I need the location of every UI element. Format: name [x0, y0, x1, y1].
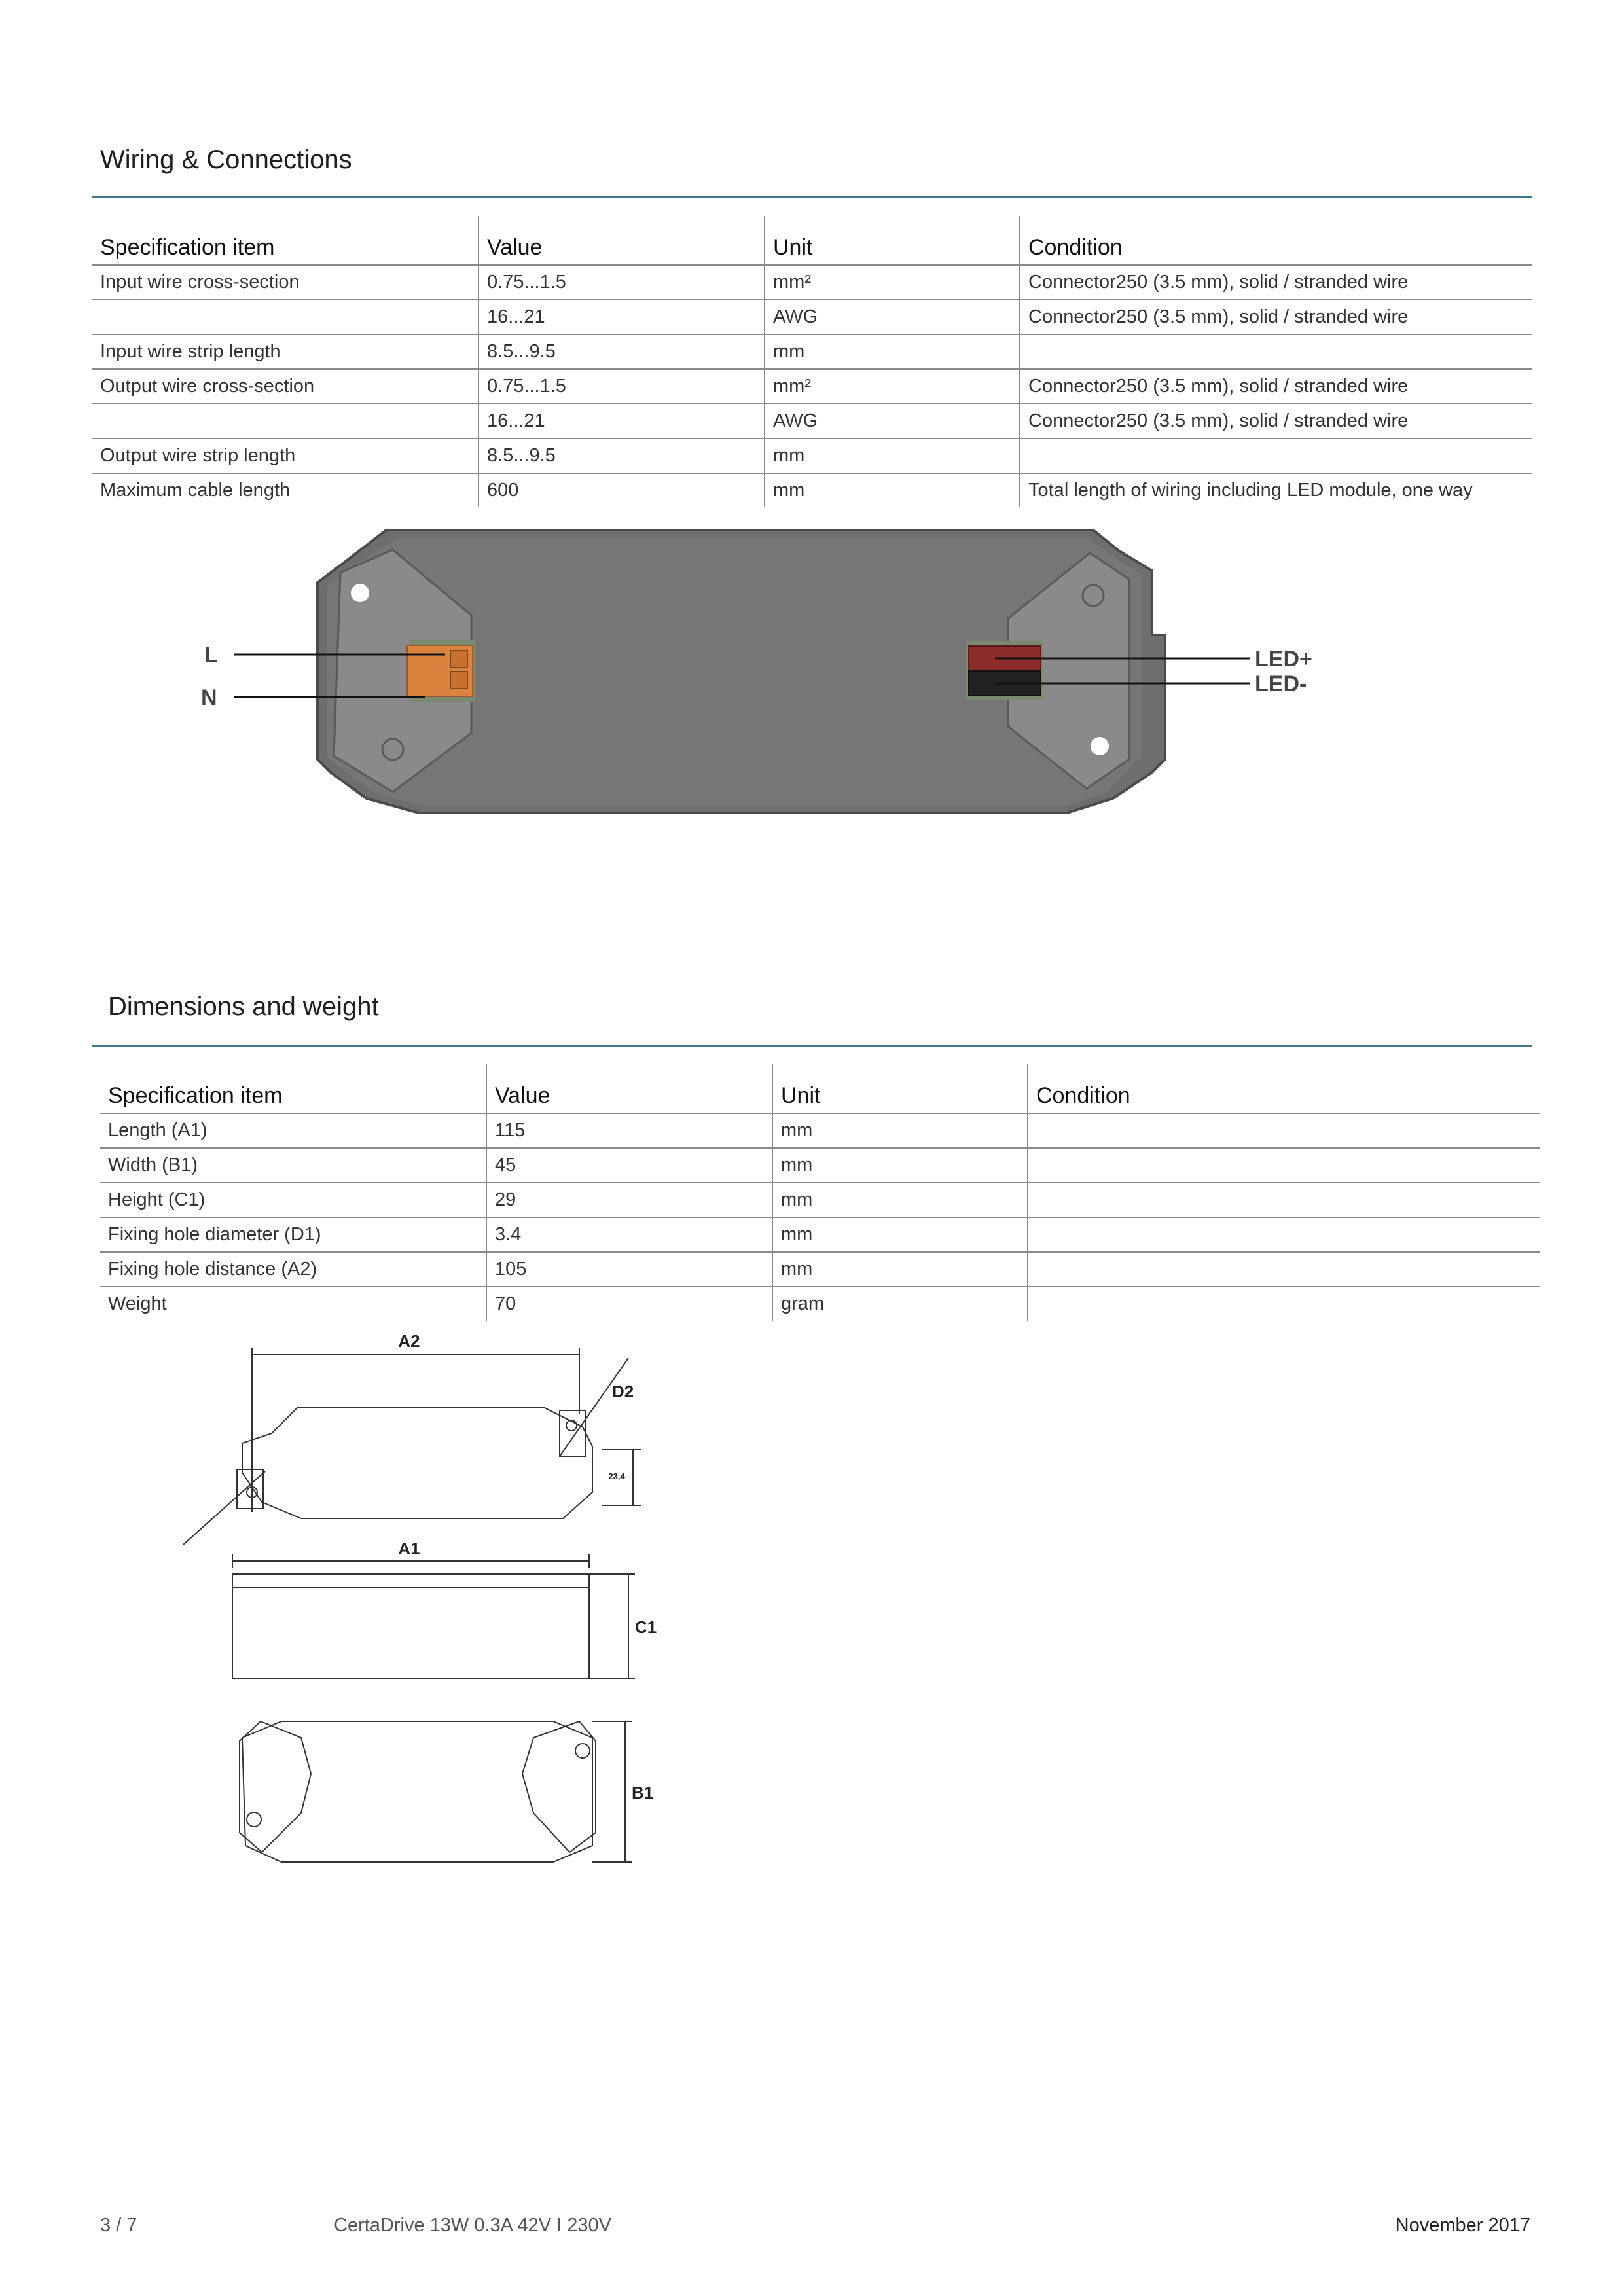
product-name: CertaDrive 13W 0.3A 42V I 230V	[334, 2215, 611, 2236]
table-cell	[1028, 1148, 1540, 1183]
table-cell: 115	[486, 1113, 772, 1148]
table-cell: 45	[486, 1148, 772, 1183]
table-cell: gram	[772, 1287, 1028, 1321]
table-row	[100, 1113, 1540, 1148]
table-cell: Total length of wiring including LED module, one way	[1020, 473, 1532, 507]
table-cell: Weight	[108, 1293, 167, 1314]
table-cell	[1020, 439, 1532, 473]
table-cell	[92, 300, 478, 334]
side-view-outline	[232, 1574, 589, 1679]
table-cell: Output wire cross-section	[92, 369, 478, 404]
fixing-hole-right	[1091, 737, 1109, 755]
column-header: Value	[478, 216, 765, 265]
label-c1: C1	[635, 1617, 657, 1637]
table-cell: Fixing hole distance (A2)	[100, 1252, 486, 1287]
label-led-plus: LED+	[1255, 647, 1312, 672]
table-cell: mm	[772, 1217, 1028, 1252]
table-row	[92, 473, 1532, 507]
label-l: L	[204, 643, 218, 668]
d2-leader	[560, 1358, 628, 1456]
table-cell: mm	[772, 1252, 1028, 1287]
section-title-wiring: Wiring & Connections	[100, 145, 352, 174]
dimension-drawing	[177, 1329, 687, 1892]
fixing-hole-left	[351, 584, 369, 602]
wiring-spec-table	[92, 216, 1532, 507]
table-cell	[1028, 1287, 1540, 1321]
table-cell: AWG	[765, 300, 1020, 334]
column-header: Condition	[1020, 216, 1532, 265]
table-cell: 0.75...1.5	[478, 265, 765, 300]
dimensions-spec-table	[100, 1064, 1540, 1321]
table-cell: mm	[765, 473, 1020, 507]
column-header: Unit	[765, 216, 1020, 265]
table-cell: 0.75...1.5	[478, 369, 765, 404]
label-led-minus: LED-	[1255, 672, 1307, 696]
table-cell: Connector250 (3.5 mm), solid / stranded wire	[1020, 369, 1532, 404]
table-cell: Connector250 (3.5 mm), solid / stranded wire	[1020, 265, 1532, 300]
table-row	[92, 265, 1532, 300]
column-header: Condition	[1028, 1064, 1540, 1113]
table-cell: Input wire cross-section	[92, 265, 478, 300]
table-cell: mm²	[765, 265, 1020, 300]
table-cell	[92, 404, 478, 439]
label-a2: A2	[398, 1331, 420, 1351]
bottom-view-outline	[242, 1721, 592, 1862]
table-cell: 3.4	[486, 1217, 772, 1252]
section-title-dimensions: Dimensions and weight	[108, 992, 379, 1021]
table-row	[92, 439, 1532, 473]
label-23-4: 23,4	[608, 1471, 625, 1481]
table-cell: 70	[486, 1287, 772, 1321]
table-cell	[1028, 1113, 1540, 1148]
top-view-outline	[242, 1407, 592, 1518]
table-cell: Maximum cable length	[100, 480, 291, 501]
section-divider	[92, 196, 1532, 198]
table-row	[92, 300, 1532, 334]
table-cell: mm	[765, 334, 1020, 369]
table-cell: Connector250 (3.5 mm), solid / stranded wire	[1020, 404, 1532, 439]
table-cell	[1028, 1252, 1540, 1287]
table-cell: 600	[478, 473, 765, 507]
table-cell: mm	[772, 1113, 1028, 1148]
table-cell: mm	[772, 1148, 1028, 1183]
table-header-row	[100, 1064, 1540, 1113]
table-cell: Connector250 (3.5 mm), solid / stranded wire	[1020, 300, 1532, 334]
table-cell: 16...21	[478, 404, 765, 439]
column-header: Unit	[772, 1064, 1028, 1113]
label-n: N	[201, 685, 217, 710]
page-number: 3 / 7	[100, 2215, 137, 2236]
table-cell	[1028, 1217, 1540, 1252]
publication-date: November 2017	[1395, 2215, 1530, 2236]
table-cell: Fixing hole diameter (D1)	[100, 1217, 486, 1252]
table-cell: 8.5...9.5	[478, 439, 765, 473]
column-header: Specification item	[92, 216, 478, 265]
table-cell: mm²	[765, 369, 1020, 404]
table-row	[100, 1183, 1540, 1217]
table-row	[100, 1148, 1540, 1183]
driver-wiring-diagram	[183, 511, 1375, 838]
table-cell: Width (B1)	[100, 1148, 486, 1183]
table-cell: 105	[486, 1252, 772, 1287]
table-cell: 8.5...9.5	[478, 334, 765, 369]
table-cell: 16...21	[478, 300, 765, 334]
label-d2: D2	[612, 1382, 634, 1401]
connector-release	[450, 651, 467, 668]
table-cell	[1020, 334, 1532, 369]
table-cell	[1028, 1183, 1540, 1217]
table-row	[100, 1287, 1540, 1321]
section-divider	[92, 1045, 1532, 1047]
table-cell: Height (C1)	[100, 1183, 486, 1217]
table-cell: mm	[772, 1183, 1028, 1217]
table-cell: 29	[486, 1183, 772, 1217]
table-header-row	[92, 216, 1532, 265]
label-b1: B1	[632, 1783, 654, 1803]
table-cell: Input wire strip length	[92, 334, 478, 369]
table-row	[100, 1252, 1540, 1287]
table-cell: Length (A1)	[100, 1113, 486, 1148]
table-row	[92, 404, 1532, 439]
label-a1: A1	[398, 1539, 420, 1558]
column-header: Value	[486, 1064, 772, 1113]
table-row	[92, 334, 1532, 369]
table-cell: AWG	[765, 404, 1020, 439]
column-header: Specification item	[100, 1064, 486, 1113]
table-cell: mm	[765, 439, 1020, 473]
table-cell: Output wire strip length	[92, 439, 478, 473]
connector-release	[450, 672, 467, 689]
table-row	[92, 369, 1532, 404]
table-row	[100, 1217, 1540, 1252]
